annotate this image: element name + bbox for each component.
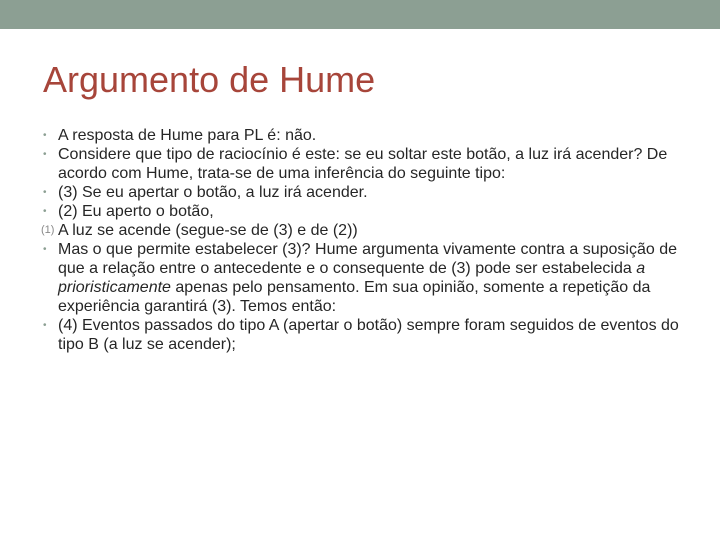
bullet-text: A resposta de Hume para PL é: não. (58, 127, 317, 144)
bullet-text: Mas o que permite estabelecer (3)? Hume argumenta vivamente contra a suposição de que a relação entre o antecedente e o consequente de (3) pode ser estabelecida (58, 241, 677, 277)
bullet-dot-icon: • (43, 149, 47, 160)
bullet-dot-icon: • (43, 130, 47, 141)
top-accent-band (0, 0, 720, 29)
bullet-list (43, 126, 683, 354)
bullet-text: (4) Eventos passados do tipo A (apertar o botão) sempre foram seguidos de eventos do tipo B (a luz se acender); (58, 317, 679, 353)
bullet-text: apenas pelo pensamento. Em sua opinião, somente a repetição da experiência garantirá (3). Temos então: (58, 279, 651, 315)
bullet-dot-icon: • (43, 320, 47, 331)
numbered-item (43, 221, 683, 240)
bullet-text: A luz se acende (segue-se de (3) e de (2)) (58, 222, 358, 239)
bullet-text: (2) Eu aperto o botão, (58, 203, 214, 220)
bullet-item (43, 240, 683, 316)
slide-title: Argumento de Hume (43, 59, 376, 100)
bullet-dot-icon: • (43, 244, 47, 255)
italic-term: a prioristicamente (58, 260, 646, 296)
bullet-item (43, 183, 683, 202)
bullet-dot-icon: • (43, 206, 47, 217)
number-marker: (1) (41, 224, 55, 236)
bullet-dot-icon: • (43, 187, 47, 198)
bullet-item (43, 202, 683, 221)
bullet-text: (3) Se eu apertar o botão, a luz irá acender. (58, 184, 368, 201)
bullet-text: Considere que tipo de raciocínio é este: se eu soltar este botão, a luz irá acender? De acordo com Hume, trata-se de uma inferência do seguinte tipo: (58, 146, 668, 182)
bullet-item (43, 145, 683, 183)
bullet-item (43, 126, 683, 145)
bullet-item (43, 316, 683, 354)
